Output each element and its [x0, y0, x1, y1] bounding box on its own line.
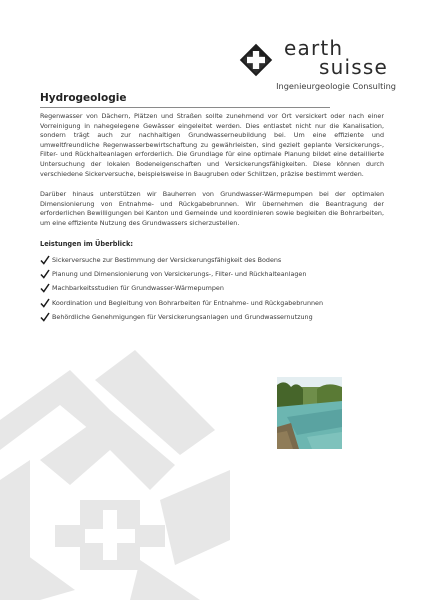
logo-word-earth: earth — [284, 36, 344, 60]
heat-pump-paragraph: Darüber hinaus unterstützen wir Bauherren von Grundwasser-Wärmepumpen bei der optimalen Dimensionierung von Entnahme- und Rückgabebrunnen. Wir übernehmen die Beantragung der erforderlichen Bewilligungen bei Kanton und Gemeinde und koordinieren sowie begleiten die Bohrarbeiten, um eine effiziente Nutzung des Grundwassers sicherzustellen. — [40, 190, 384, 227]
service-text: Behördliche Genehmigungen für Versickerungsanlagen und Grundwassernutzung — [52, 313, 313, 322]
list-item — [40, 255, 384, 265]
swiss-cross-mountain-logo-icon — [238, 42, 274, 78]
services-heading: Leistungen im Überblick: — [40, 239, 133, 248]
service-text: Sickerversuche zur Bestimmung der Versickerungsfähigkeit des Bodens — [52, 255, 282, 264]
services-list — [40, 255, 384, 323]
checkmark-icon — [40, 269, 50, 279]
list-item — [40, 312, 384, 322]
intro-paragraph: Regenwasser von Dächern, Plätzen und Straßen sollte zunehmend vor Ort versickert oder nach einer Vorreinigung in nahegelegene Gewässer eingeleitet werden. Dies entlastet nicht nur die Kanalisation, sondern trägt auch zur nachhaltigen Grundwasserneubildung bei. Um eine effiziente und umweltfreundliche Regenwasserbewirtschaftung zu gewährleisten, sind gezielt geplante Versickerungs-, Filter- und Rückhalteanlagen erforderlich. Die Grundlage für eine optimale Planung bildet eine detaillierte Untersuchung der lokalen Bodeneigenschaften und Versickerungsfähigkeiten. Diese können durch verschiedene Sickerversuche, beispielsweise in Baugruben oder Schlitzen, präzise bestimmt werden. — [40, 112, 384, 178]
page-title: Hydrogeologie — [40, 92, 330, 108]
company-logo — [238, 36, 396, 92]
service-text: Koordination und Begleitung von Bohrarbeiten für Entnahme- und Rückgabebrunnen — [52, 298, 324, 307]
list-item — [40, 269, 384, 279]
checkmark-icon — [40, 312, 50, 322]
service-text: Machbarkeitsstudien für Grundwasser-Wärmepumpen — [52, 284, 224, 293]
checkmark-icon — [40, 255, 50, 265]
logo-word-suisse: suisse — [319, 55, 388, 79]
watermark-logo-graphic — [0, 350, 230, 600]
checkmark-icon — [40, 298, 50, 308]
logo-tagline: Ingenieurgeologie Consulting — [276, 81, 396, 91]
list-item — [40, 298, 384, 308]
service-text: Planung und Dimensionierung von Versickerungs-, Filter- und Rückhalteanlagen — [52, 269, 307, 278]
checkmark-icon — [40, 283, 50, 293]
main-content — [40, 112, 384, 326]
river-photo — [277, 377, 342, 449]
list-item — [40, 283, 384, 293]
